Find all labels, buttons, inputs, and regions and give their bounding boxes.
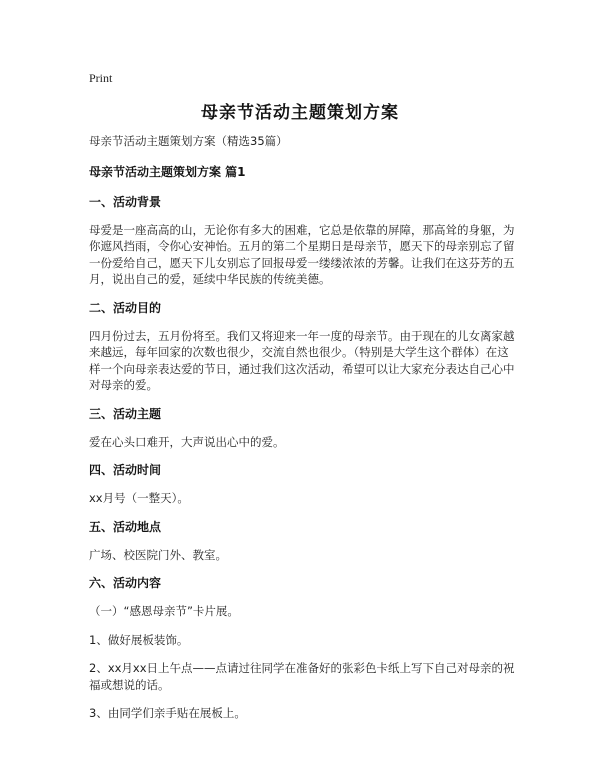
paragraph-card-show: （一）“感恩母亲节”卡片展。 (89, 604, 239, 618)
paragraph-time: xx月号（一整天）。 (89, 491, 189, 505)
document-subtitle: 母亲节活动主题策划方案（精选35篇） (89, 134, 288, 148)
document-body (89, 133, 519, 734)
list-item-2: 2、xx月xx日上午点——点请过往同学在准备好的张彩色卡纸上写下自己对母亲的祝福或想说的话。 (89, 661, 515, 692)
heading-time: 四、活动时间 (89, 463, 162, 477)
paragraph-theme: 爱在心头口难开，大声说出心中的爱。 (89, 434, 285, 449)
print-link[interactable]: Print (89, 71, 113, 85)
heading-theme: 三、活动主题 (89, 406, 162, 421)
paragraph-purpose: 四月份过去，五月份将至。我们又将迎来一年一度的母亲节。由于现在的儿女离家越来越远，每年回家的次数也很少，交流自然也很少。（特别是大学生这个群体）在这样一个向母亲表达爱的节日，通过我们这次活动，希望可以让大家充分表达自己心中对母亲的爱。 (89, 328, 515, 392)
heading-location: 五、活动地点 (89, 519, 162, 534)
document-title: 母亲节活动主题策划方案 (201, 103, 399, 123)
list-item-1: 1、做好展板装饰。 (89, 632, 189, 647)
paragraph-background: 母爱是一座高高的山，无论你有多大的困难，它总是依靠的屏障，那高耸的身躯，为你遮风挡雨，令你心安神怡。五月的第二个星期日是母亲节，愿天下的母亲别忘了留一份爱给自己，愿天下儿女别忘了回报母爱一缕缕浓浓的芳馨。让我们在这芬芳的五月，说出自己的爱，延续中华民族的传统美德。 (89, 222, 515, 286)
list-item-3: 3、由同学们亲手贴在展板上。 (89, 706, 246, 720)
heading-background: 一、活动背景 (89, 194, 162, 209)
section-title: 母亲节活动主题策划方案 篇1 (89, 164, 246, 179)
heading-purpose: 二、活动目的 (89, 300, 162, 315)
heading-content: 六、活动内容 (89, 576, 162, 590)
paragraph-location: 广场、校医院门外、教室。 (89, 547, 227, 562)
